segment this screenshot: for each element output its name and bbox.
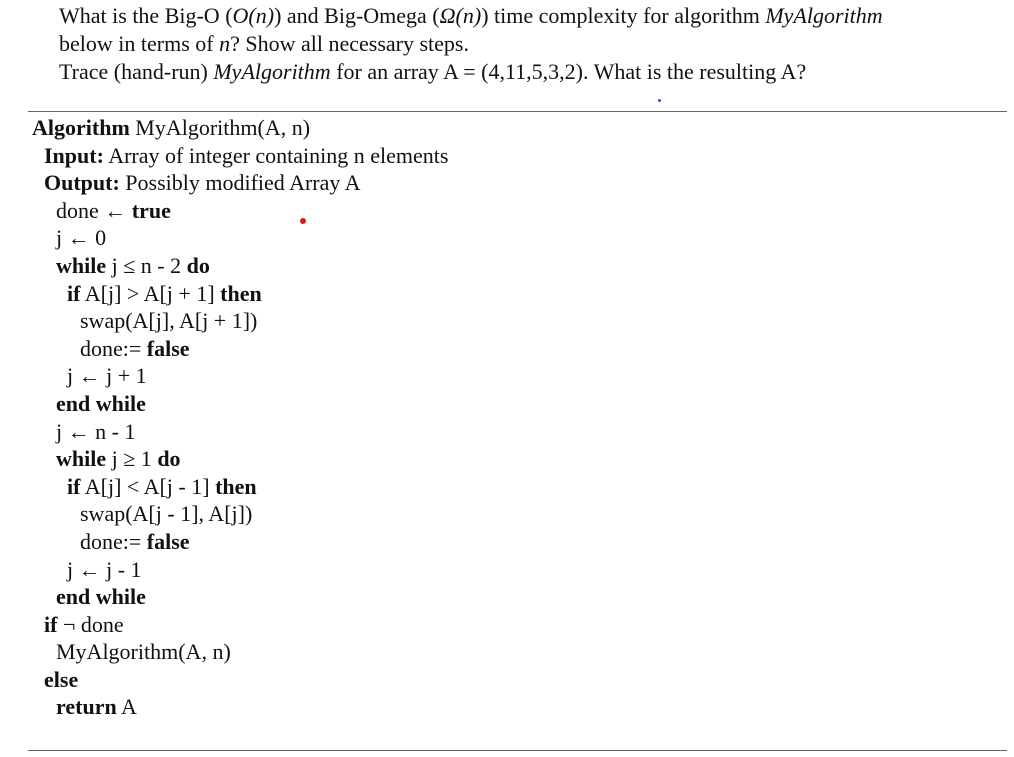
recursive-call-line: MyAlgorithm(A, n) [56, 639, 231, 665]
variable-n: n [219, 31, 231, 56]
question-text: ) time complexity for algorithm [481, 3, 766, 28]
algorithm-name: MyAlgorithm [765, 3, 883, 28]
if-statement-1: if A[j] > A[j + 1] then [67, 280, 262, 306]
question-text: ) and Big-Omega ( [274, 3, 440, 28]
else-line: else [44, 666, 79, 692]
question-line-2 [59, 30, 1009, 58]
end-while-1: end while [56, 390, 146, 416]
if-not-done-line: if ¬ done [44, 611, 124, 637]
question-text: for an array A = (4,11,5,3,2). What is the resulting A? [330, 59, 807, 84]
question-text: What is the Big-O ( [59, 3, 233, 28]
algorithm-header: Algorithm MyAlgorithm(A, n) [32, 115, 311, 140]
question-line-3 [59, 58, 1009, 86]
done-false-line-2: done:= false [80, 528, 190, 554]
question-text: ? Show all necessary steps. [230, 31, 469, 56]
j-init-line: j ← 0 [56, 225, 107, 251]
swap-line-1: swap(A[j], A[j + 1]) [80, 308, 258, 334]
if-statement-2: if A[j] < A[j - 1] then [67, 473, 257, 499]
j-decrement-line: j ← j - 1 [67, 556, 142, 582]
algorithm-name: MyAlgorithm [213, 59, 331, 84]
done-false-line-1: done:= false [80, 335, 190, 361]
question-text: Trace (hand-run) [59, 59, 214, 84]
while-loop-2: while j ≥ 1 do [56, 446, 181, 472]
bottom-divider [28, 750, 1007, 751]
end-while-2: end while [56, 584, 146, 610]
while-loop-1: while j ≤ n - 2 do [56, 252, 210, 278]
top-divider [28, 111, 1007, 112]
algorithm-block [32, 114, 992, 721]
output-line: Output: Possibly modified Array A [44, 170, 361, 196]
red-dot-mark [300, 218, 306, 224]
big-o-notation: O(n) [232, 3, 275, 28]
swap-line-2: swap(A[j - 1], A[j]) [80, 501, 253, 527]
blue-dot-mark [658, 99, 661, 102]
done-init-line: done ← true [56, 197, 171, 223]
return-line: return A [56, 694, 137, 720]
big-omega-notation: Ω(n) [439, 3, 482, 28]
input-line: Input: Array of integer containing n elements [44, 142, 449, 168]
j-increment-line: j ← j + 1 [67, 363, 147, 389]
question-line-1 [59, 2, 1009, 30]
j-reset-line: j ← n - 1 [56, 418, 136, 444]
question-block [59, 2, 1009, 86]
question-text: below in terms of [59, 31, 220, 56]
